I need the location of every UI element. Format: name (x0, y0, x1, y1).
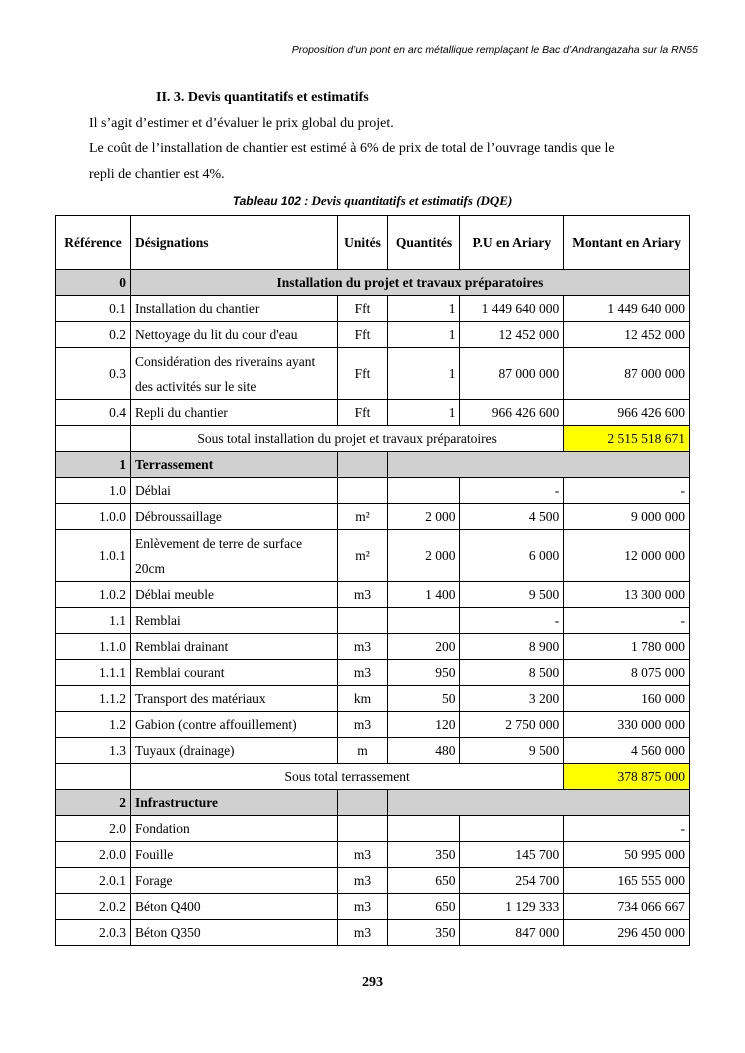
col-reference: Référence (56, 216, 131, 270)
cell-reference: 1.1.2 (56, 686, 131, 712)
cell-unite (337, 608, 388, 634)
cell-designation: Enlèvement de terre de surface 20cm (130, 530, 337, 582)
cell-designation: Considération des riverains ayant des activités sur le site (130, 348, 337, 400)
section-title: II. 3. Devis quantitatifs et estimatifs (156, 90, 369, 105)
cell-reference: 1.1.1 (56, 660, 131, 686)
cell-pu: 1 129 333 (460, 894, 564, 920)
table-row (56, 400, 690, 426)
cell-montant: 330 000 000 (564, 712, 690, 738)
section-blank (388, 790, 690, 816)
cell-reference: 1.0.0 (56, 504, 131, 530)
section-blank (337, 790, 388, 816)
cell-montant: 13 300 000 (564, 582, 690, 608)
cell-pu: 847 000 (460, 920, 564, 946)
cell-reference: 0.2 (56, 322, 131, 348)
cell-pu: - (460, 478, 564, 504)
cell-unite: m3 (337, 634, 388, 660)
cell-montant: 50 995 000 (564, 842, 690, 868)
cell-designation: Forage (130, 868, 337, 894)
cell-quantite: 480 (388, 738, 460, 764)
table-row (56, 686, 690, 712)
section-title: Infrastructure (130, 790, 337, 816)
cell-unite (337, 478, 388, 504)
cell-unite: m3 (337, 868, 388, 894)
cell-designation: Gabion (contre affouillement) (130, 712, 337, 738)
cell-montant: 1 780 000 (564, 634, 690, 660)
table-row (56, 712, 690, 738)
cell-designation: Débroussaillage (130, 504, 337, 530)
cell-reference: 1.1 (56, 608, 131, 634)
cell-montant: 9 000 000 (564, 504, 690, 530)
cell-quantite: 350 (388, 842, 460, 868)
subtotal-label: Sous total terrassement (130, 764, 563, 790)
table-row (56, 738, 690, 764)
subtotal-blank (56, 764, 131, 790)
cell-reference: 0.3 (56, 348, 131, 400)
table-row (56, 322, 690, 348)
section-ref: 0 (56, 270, 131, 296)
running-header: Proposition d’un pont en arc métallique remplaçant le Bac d’Andrangazaha sur la RN55 (291, 44, 698, 56)
cell-unite: m3 (337, 660, 388, 686)
cell-quantite: 1 400 (388, 582, 460, 608)
col-quantites: Quantités (388, 216, 460, 270)
cell-pu: 8 900 (460, 634, 564, 660)
cell-unite: m3 (337, 842, 388, 868)
cell-unite: m3 (337, 894, 388, 920)
col-unites: Unités (337, 216, 388, 270)
cell-pu: 6 000 (460, 530, 564, 582)
cell-designation: Remblai (130, 608, 337, 634)
cell-quantite: 650 (388, 868, 460, 894)
paragraph-2: Le coût de l’installation de chantier est estimé à 6% de prix de total de l’ouvrage tandis que le (89, 141, 615, 156)
dqe-table (55, 215, 690, 946)
cell-reference: 0.4 (56, 400, 131, 426)
cell-designation: Nettoyage du lit du cour d'eau (130, 322, 337, 348)
cell-unite: Fft (337, 348, 388, 400)
cell-designation: Remblai drainant (130, 634, 337, 660)
cell-designation: Béton Q350 (130, 920, 337, 946)
table-row (56, 504, 690, 530)
subtotal-value: 2 515 518 671 (564, 426, 690, 452)
cell-reference: 1.2 (56, 712, 131, 738)
cell-montant: 296 450 000 (564, 920, 690, 946)
cell-quantite: 350 (388, 920, 460, 946)
cell-pu (460, 816, 564, 842)
table-row (56, 608, 690, 634)
cell-quantite: 200 (388, 634, 460, 660)
section-blank (337, 452, 388, 478)
cell-designation: Repli du chantier (130, 400, 337, 426)
cell-designation: Installation du chantier (130, 296, 337, 322)
subtotal-row (56, 764, 690, 790)
cell-montant: 12 452 000 (564, 322, 690, 348)
cell-unite: m (337, 738, 388, 764)
cell-reference: 1.0.1 (56, 530, 131, 582)
table-row (56, 582, 690, 608)
subtotal-blank (56, 426, 131, 452)
caption-text: Devis quantitatifs et estimatifs (DQE) (311, 193, 513, 208)
cell-designation: Fondation (130, 816, 337, 842)
table-row (56, 478, 690, 504)
cell-montant: 4 560 000 (564, 738, 690, 764)
cell-designation: Remblai courant (130, 660, 337, 686)
cell-quantite: 650 (388, 894, 460, 920)
cell-reference: 1.3 (56, 738, 131, 764)
cell-pu: 12 452 000 (460, 322, 564, 348)
cell-pu: 145 700 (460, 842, 564, 868)
cell-quantite: 50 (388, 686, 460, 712)
cell-montant: 160 000 (564, 686, 690, 712)
cell-montant: 165 555 000 (564, 868, 690, 894)
section-row (56, 452, 690, 478)
cell-montant: 1 449 640 000 (564, 296, 690, 322)
cell-unite: km (337, 686, 388, 712)
cell-pu: 966 426 600 (460, 400, 564, 426)
cell-pu: 1 449 640 000 (460, 296, 564, 322)
cell-reference: 1.0.2 (56, 582, 131, 608)
cell-designation: Fouille (130, 842, 337, 868)
subtotal-row (56, 426, 690, 452)
paragraph-1: Il s’agit d’estimer et d’évaluer le prix global du projet. (89, 116, 394, 131)
cell-quantite: 2 000 (388, 504, 460, 530)
section-blank (388, 452, 690, 478)
cell-pu: 9 500 (460, 582, 564, 608)
cell-designation: Déblai (130, 478, 337, 504)
cell-designation: Tuyaux (drainage) (130, 738, 337, 764)
cell-reference: 1.1.0 (56, 634, 131, 660)
table-row (56, 920, 690, 946)
cell-unite (337, 816, 388, 842)
cell-montant: 8 075 000 (564, 660, 690, 686)
cell-unite: Fft (337, 400, 388, 426)
table-row (56, 816, 690, 842)
cell-pu: 4 500 (460, 504, 564, 530)
cell-quantite: 1 (388, 348, 460, 400)
cell-reference: 2.0.3 (56, 920, 131, 946)
cell-reference: 2.0.1 (56, 868, 131, 894)
paragraph-3: repli de chantier est 4%. (89, 167, 225, 182)
table-row (56, 868, 690, 894)
cell-quantite: 1 (388, 322, 460, 348)
cell-unite: m² (337, 504, 388, 530)
cell-unite: Fft (337, 296, 388, 322)
cell-pu: 9 500 (460, 738, 564, 764)
cell-quantite: 120 (388, 712, 460, 738)
table-row (56, 296, 690, 322)
cell-pu: 3 200 (460, 686, 564, 712)
cell-unite: m3 (337, 920, 388, 946)
cell-montant: 734 066 667 (564, 894, 690, 920)
page-number: 293 (362, 975, 383, 990)
section-ref: 1 (56, 452, 131, 478)
header-row (56, 216, 690, 270)
cell-pu: 87 000 000 (460, 348, 564, 400)
cell-unite: m3 (337, 712, 388, 738)
cell-quantite (388, 816, 460, 842)
cell-designation: Béton Q400 (130, 894, 337, 920)
table-row (56, 894, 690, 920)
section-ref: 2 (56, 790, 131, 816)
col-designations: Désignations (130, 216, 337, 270)
section-title: Installation du projet et travaux préparatoires (130, 270, 689, 296)
subtotal-value: 378 875 000 (564, 764, 690, 790)
cell-quantite: 1 (388, 400, 460, 426)
col-pu: P.U en Ariary (460, 216, 564, 270)
table-row (56, 348, 690, 400)
section-row (56, 270, 690, 296)
section-row (56, 790, 690, 816)
cell-reference: 0.1 (56, 296, 131, 322)
section-title: Terrassement (130, 452, 337, 478)
cell-reference: 2.0.2 (56, 894, 131, 920)
cell-quantite (388, 608, 460, 634)
cell-montant: - (564, 816, 690, 842)
table-row (56, 634, 690, 660)
table-row (56, 660, 690, 686)
cell-pu: 8 500 (460, 660, 564, 686)
cell-montant: - (564, 478, 690, 504)
cell-reference: 2.0 (56, 816, 131, 842)
table-row (56, 530, 690, 582)
cell-unite: m² (337, 530, 388, 582)
cell-unite: m3 (337, 582, 388, 608)
cell-montant: 966 426 600 (564, 400, 690, 426)
caption-label: Tableau 102 : (232, 194, 309, 208)
cell-quantite: 2 000 (388, 530, 460, 582)
cell-montant: 12 000 000 (564, 530, 690, 582)
cell-pu: 254 700 (460, 868, 564, 894)
cell-reference: 2.0.0 (56, 842, 131, 868)
cell-montant: - (564, 608, 690, 634)
subtotal-label: Sous total installation du projet et travaux préparatoires (130, 426, 563, 452)
cell-designation: Déblai meuble (130, 582, 337, 608)
cell-montant: 87 000 000 (564, 348, 690, 400)
cell-quantite (388, 478, 460, 504)
cell-quantite: 1 (388, 296, 460, 322)
cell-unite: Fft (337, 322, 388, 348)
table-caption (0, 193, 745, 209)
table-row (56, 842, 690, 868)
col-montant: Montant en Ariary (564, 216, 690, 270)
cell-designation: Transport des matériaux (130, 686, 337, 712)
cell-quantite: 950 (388, 660, 460, 686)
cell-pu: - (460, 608, 564, 634)
cell-pu: 2 750 000 (460, 712, 564, 738)
cell-reference: 1.0 (56, 478, 131, 504)
